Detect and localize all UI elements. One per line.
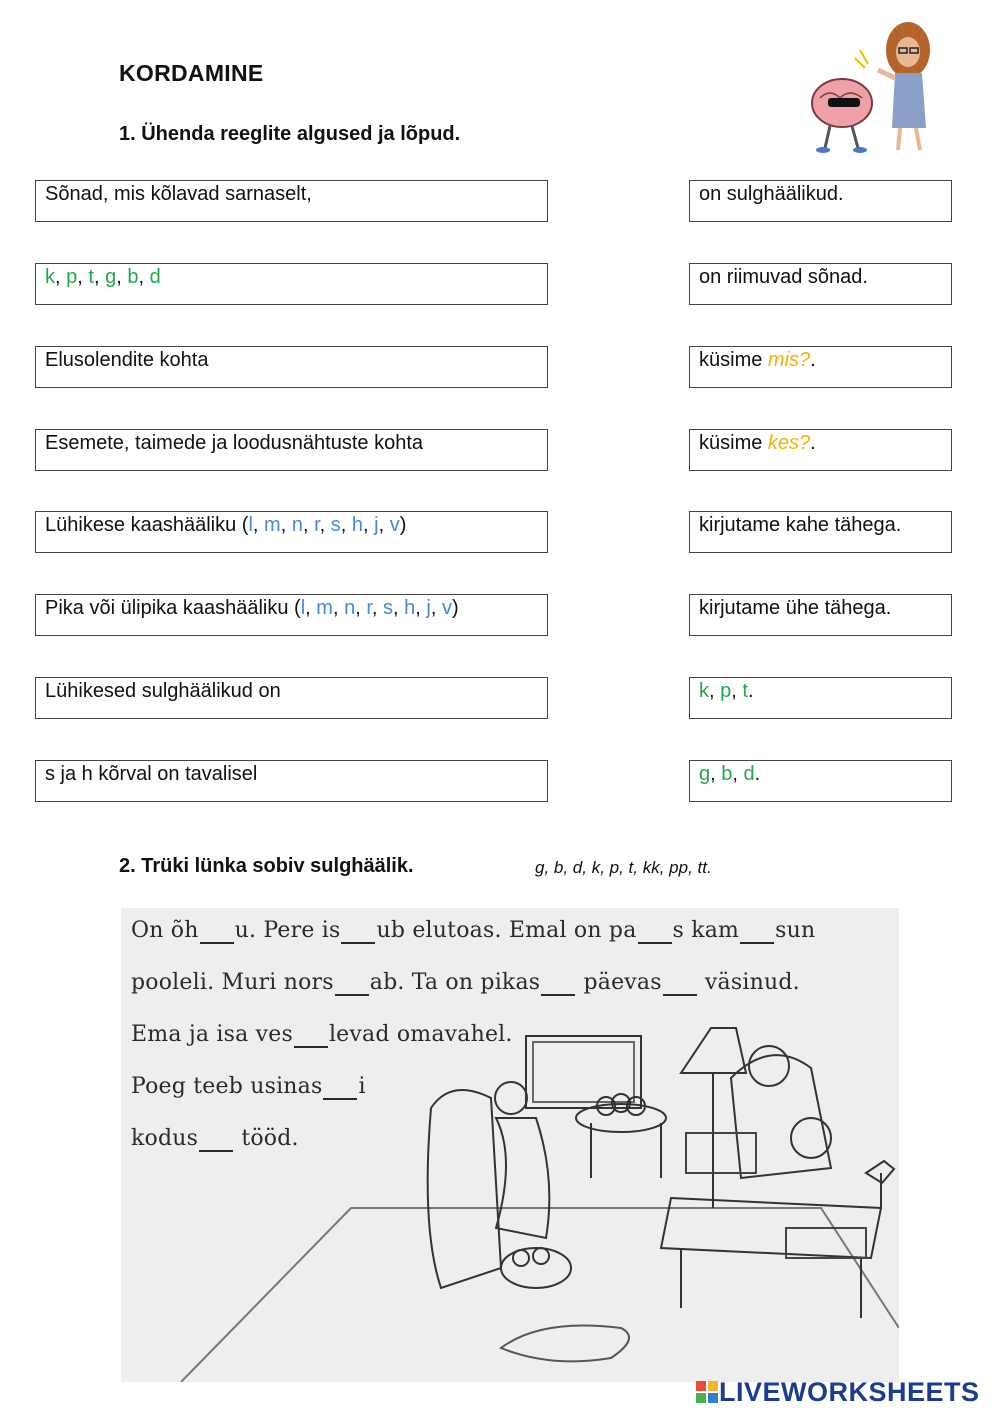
match-left-item[interactable]: Lühikese kaashääliku (l, m, n, r, s, h, j, v) xyxy=(35,511,548,553)
match-left-item[interactable]: Elusolendite kohta xyxy=(35,346,548,388)
match-right-item[interactable]: kirjutame kahe tähega. xyxy=(689,511,952,553)
match-left-item[interactable]: Sõnad, mis kõlavad sarnaselt, xyxy=(35,180,548,222)
match-right-item[interactable]: on riimuvad sõnad. xyxy=(689,263,952,305)
match-right-item[interactable]: küsime kes?. xyxy=(689,429,952,471)
match-left-item[interactable]: Pika või ülipika kaashääliku (l, m, n, r, s, h, j, v) xyxy=(35,594,548,636)
blank-input[interactable] xyxy=(341,922,375,944)
match-right-item[interactable]: g, b, d. xyxy=(689,760,952,802)
text-segment: sun xyxy=(775,918,816,943)
text-segment: väsinud. xyxy=(697,970,800,995)
exercise2-heading: 2. Trüki lünka sobiv sulghäälik. xyxy=(119,855,414,877)
teacher-avatar-illustration xyxy=(800,18,960,158)
text-segment: Ema ja isa ves xyxy=(131,1022,293,1047)
text-segment: s kam xyxy=(672,918,740,943)
blank-input[interactable] xyxy=(638,922,672,944)
text-segment: tööd. xyxy=(234,1126,299,1151)
logo-text: LIVEWORKSHEETS xyxy=(719,1376,980,1407)
blank-input[interactable] xyxy=(294,1026,328,1048)
text-segment: i xyxy=(358,1074,366,1099)
fill-line-3 xyxy=(131,1022,513,1048)
fill-line-4 xyxy=(131,1074,366,1100)
text-segment: ab. Ta on pikas xyxy=(369,970,541,995)
text-segment: pooleli. Muri nors xyxy=(131,970,334,995)
exercise1-heading: 1. Ühenda reeglite algused ja lõpud. xyxy=(119,123,461,145)
text-segment: kodus xyxy=(131,1126,199,1151)
fill-line-2 xyxy=(131,970,800,996)
logo-icon xyxy=(695,1380,719,1404)
text-segment: päevas xyxy=(576,970,662,995)
blank-input[interactable] xyxy=(323,1078,357,1100)
match-right-item[interactable]: kirjutame ühe tähega. xyxy=(689,594,952,636)
match-left-item[interactable]: k, p, t, g, b, d xyxy=(35,263,548,305)
blank-input[interactable] xyxy=(200,922,234,944)
text-segment: levad omavahel. xyxy=(328,1022,513,1047)
fill-in-text-panel xyxy=(121,908,899,1382)
letters-hint: g, b, d, k, p, t, kk, pp, tt. xyxy=(535,858,712,877)
fill-line-5 xyxy=(131,1126,299,1152)
match-left-item[interactable]: Lühikesed sulghäälikud on xyxy=(35,677,548,719)
blank-input[interactable] xyxy=(199,1130,233,1152)
match-right-item[interactable]: k, p, t. xyxy=(689,677,952,719)
liveworksheets-logo[interactable] xyxy=(695,1377,980,1407)
match-right-item[interactable]: küsime mis?. xyxy=(689,346,952,388)
blank-input[interactable] xyxy=(335,974,369,996)
page-title: KORDAMINE xyxy=(119,60,264,86)
blank-input[interactable] xyxy=(541,974,575,996)
text-segment: On õh xyxy=(131,918,199,943)
match-left-item[interactable]: s ja h kõrval on tavalisel xyxy=(35,760,548,802)
match-right-item[interactable]: on sulghäälikud. xyxy=(689,180,952,222)
blank-input[interactable] xyxy=(740,922,774,944)
text-segment: ub elutoas. Emal on pa xyxy=(376,918,637,943)
blank-input[interactable] xyxy=(663,974,697,996)
match-left-item[interactable]: Esemete, taimede ja loodusnähtuste kohta xyxy=(35,429,548,471)
text-segment: u. Pere is xyxy=(234,918,341,943)
fill-line-1 xyxy=(131,918,815,944)
text-segment: Poeg teeb usinas xyxy=(131,1074,323,1099)
